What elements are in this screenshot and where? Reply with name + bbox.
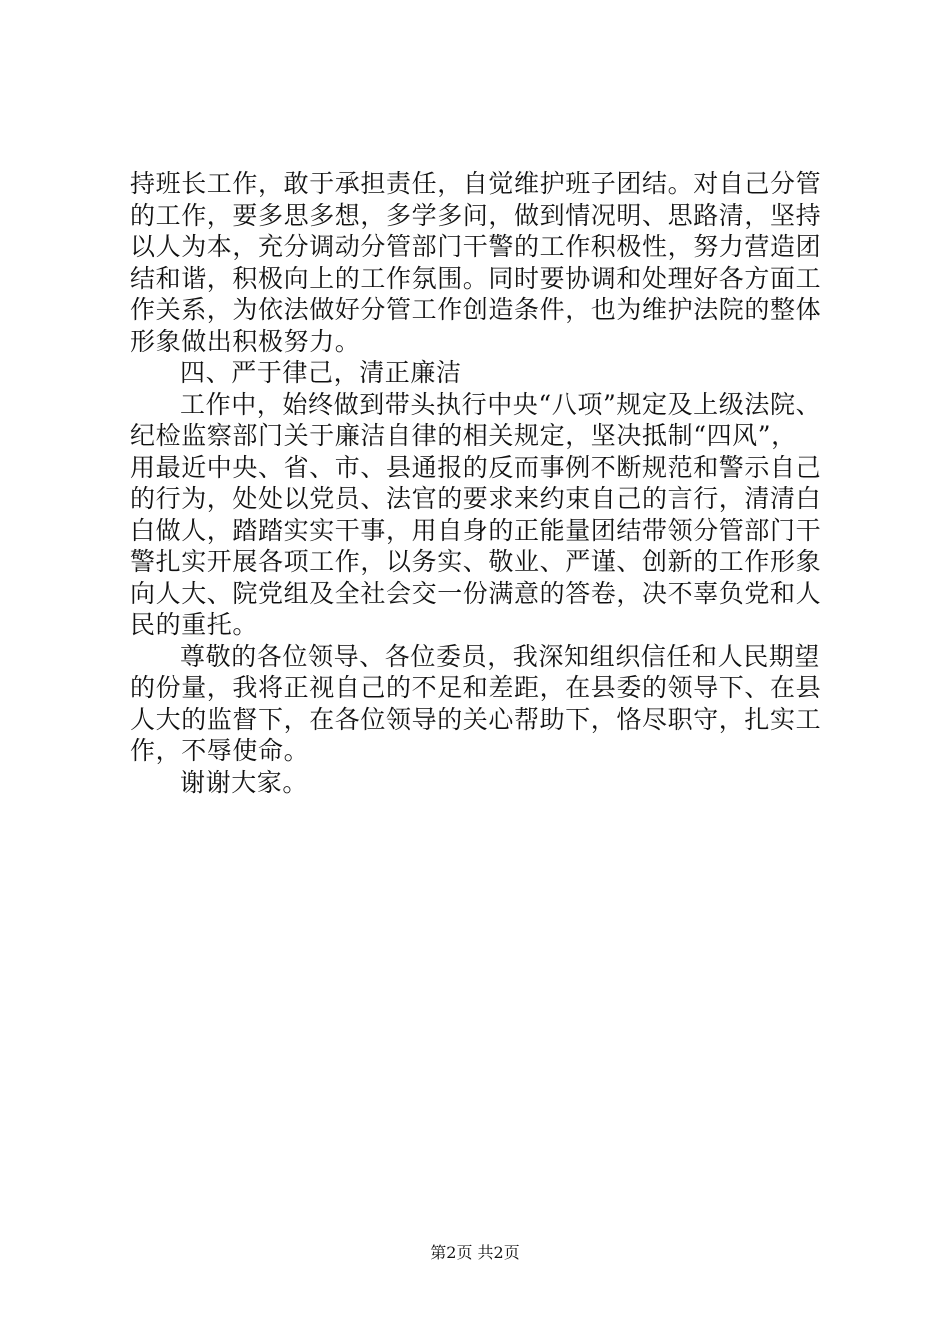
text-line: 民的重托。 (130, 610, 259, 639)
text-line: 的行为，处处以党员、法官的要求来约束自己的言行，清清白 (130, 484, 822, 513)
text-line: 人大的监督下，在各位领导的关心帮助下，恪尽职守，扎实工 (130, 704, 822, 734)
text-line: 结和谐，积极向上的工作氛围。同时要协调和处理好各方面工 (130, 263, 822, 293)
page-footer: 第2页 共2页 (430, 1243, 520, 1262)
text-line: 的份量，我将正视自己的不足和差距，在县委的领导下、在县 (130, 673, 822, 702)
text-line: 谢谢大家。 (180, 767, 309, 797)
text-line: 纪检监察部门关于廉洁自律的相关规定，坚决抵制“四风”， (130, 421, 797, 450)
text-line: 四、严于律己，清正廉洁 (180, 358, 462, 387)
text-line: 的工作，要多思多想，多学多问，做到情况明、思路清，坚持 (130, 200, 822, 230)
text-line: 持班长工作，敢于承担责任，自觉维护班子团结。对自己分管 (130, 169, 822, 198)
text-line: 工作中，始终做到带头执行中央“八项”规定及上级法院、 (180, 389, 822, 419)
text-line: 用最近中央、省、市、县通报的反而事例不断规范和警示自己 (130, 452, 822, 482)
text-line: 警扎实开展各项工作，以务实、敬业、严谨、创新的工作形象 (130, 547, 822, 576)
text-line: 向人大、院党组及全社会交一份满意的答卷，决不辜负党和人 (130, 578, 822, 608)
text-line: 白做人，踏踏实实干事，用自身的正能量团结带领分管部门干 (130, 515, 822, 545)
text-line: 作，不辱使命。 (130, 736, 310, 765)
text-line: 尊敬的各位领导、各位委员，我深知组织信任和人民期望 (180, 641, 821, 671)
document-body (130, 168, 830, 798)
text-line: 以人为本，充分调动分管部门干警的工作积极性，努力营造团 (130, 232, 822, 261)
text-line: 形象做出积极努力。 (130, 326, 361, 356)
text-line: 作关系，为依法做好分管工作创造条件，也为维护法院的整体 (130, 295, 822, 324)
